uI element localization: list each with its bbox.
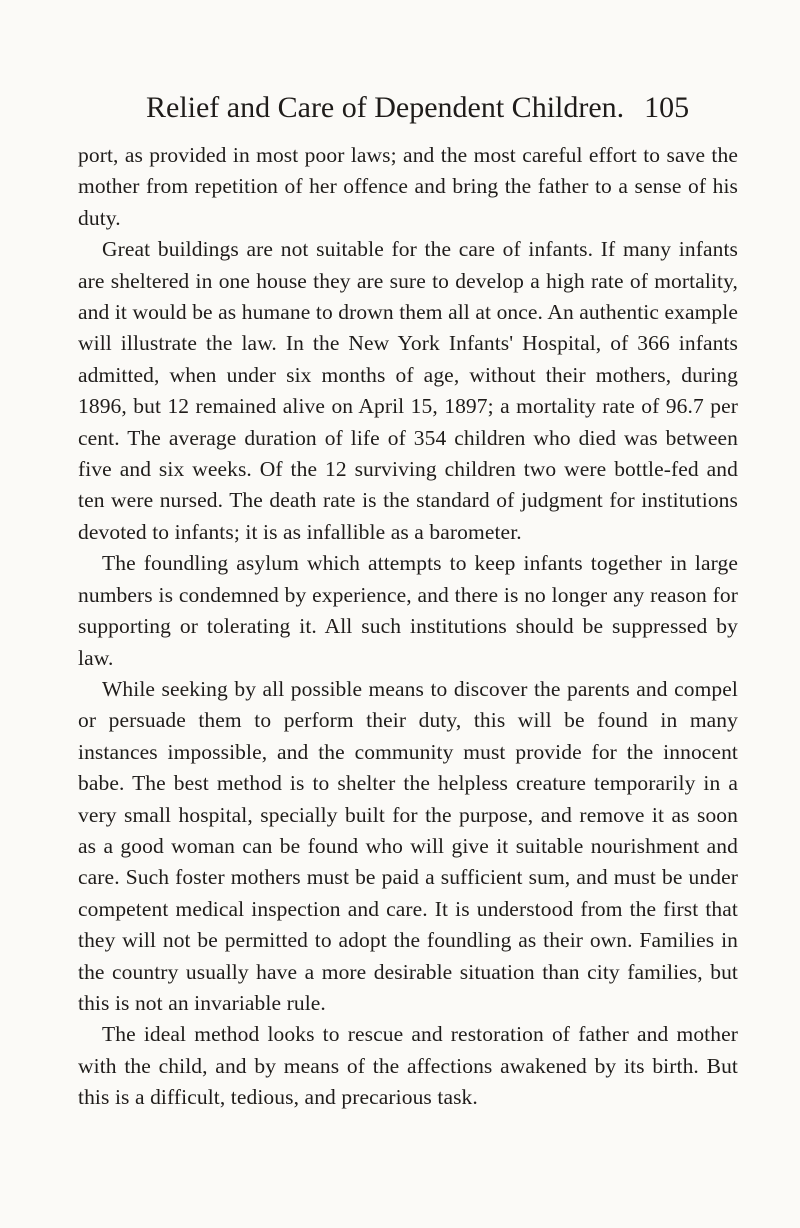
running-head	[146, 86, 736, 130]
paragraph: While seeking by all possible means to discover the parents and compel or persuade them to perform their duty, this will be found in many instances impossible, and the community must provide for the innocent babe. The best method is to shelter the helpless creature temporarily in a very small hospital, specially built for the purpose, and remove it as soon as a good woman can be found who will give it suitable nourishment and care. Such foster mothers must be paid a sufficient sum, and must be under competent medical inspection and care. It is understood from the first that they will not be permitted to adopt the foundling as their own. Families in the country usually have a more desirable situation than city families, but this is not an invariable rule.	[78, 676, 738, 1015]
page-number: 105	[644, 91, 690, 124]
paragraph: Great buildings are not suitable for the care of infants. If many infants are sheltered in one house they are sure to develop a high rate of mortality, and it would be as humane to drown them all at once. An authentic example will illustrate the law. In the New York Infants' Hospital, of 366 infants admitted, when under six months of age, without their mothers, during 1896, but 12 remained alive on April 15, 1897; a mortality rate of 96.7 per cent. The average duration of life of 354 children who died was between five and six weeks. Of the 12 surviving children two were bottle-fed and ten were nursed. The death rate is the standard of judgment for institutions devoted to infants; it is as infallible as a barometer.	[78, 237, 738, 544]
body-text	[78, 140, 738, 1114]
paragraph-continuation: port, as provided in most poor laws; and the most careful effort to save the mother from repetition of her offence and bring the father to a sense of his duty.	[78, 143, 738, 230]
paragraph: The ideal method looks to rescue and restoration of father and mother with the child, and by means of the affections awakened by its birth. But this is a difficult, tedious, and precarious task.	[78, 1022, 738, 1110]
paragraph: The foundling asylum which attempts to keep infants together in large numbers is condemned by experience, and there is no longer any reason for supporting or tolerating it. All such institutions should be suppressed by law.	[78, 551, 738, 670]
running-title: Relief and Care of Dependent Children.	[146, 91, 625, 124]
